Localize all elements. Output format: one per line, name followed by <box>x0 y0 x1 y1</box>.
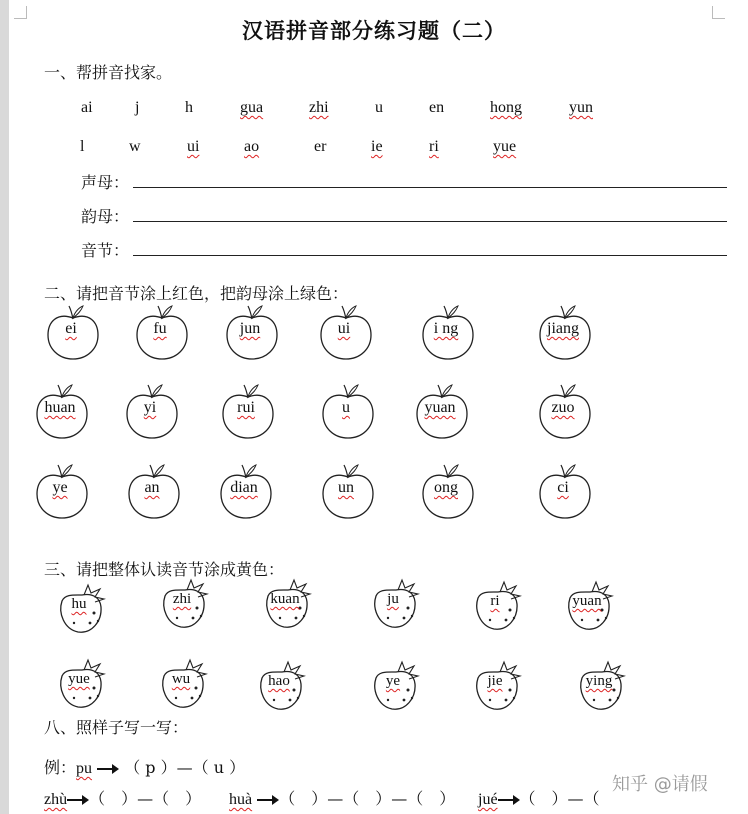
apple-label: ci <box>557 479 569 496</box>
section-1-heading: 一、帮拼音找家。 <box>44 63 173 82</box>
exercise-blanks[interactable]: （ ）—（ ） <box>89 789 202 808</box>
strawberry-label: ri <box>490 593 500 609</box>
apple-item[interactable] <box>420 463 472 515</box>
exercise-item[interactable] <box>44 786 201 809</box>
apple-label: an <box>144 479 160 496</box>
apple-label: ong <box>434 479 458 496</box>
apple-label: jiang <box>547 320 579 337</box>
example-word: pu <box>76 760 93 777</box>
page-margin-bar <box>0 0 9 814</box>
apple-label: fu <box>153 320 167 337</box>
section-2-heading: 二、请把音节涂上红色，把韵母涂上绿色： <box>44 284 349 303</box>
pinyin-item: l <box>80 138 85 155</box>
apple-label: ei <box>65 320 77 337</box>
pinyin-item: h <box>185 99 193 116</box>
strawberry-item[interactable] <box>157 578 207 628</box>
arrow-icon <box>498 795 520 805</box>
strawberry-label: ye <box>385 673 401 689</box>
apple-item[interactable] <box>220 383 272 435</box>
apple-label: dian <box>230 479 258 496</box>
answer-line-syllables[interactable] <box>133 255 727 256</box>
strawberry-label: zhi <box>172 591 192 607</box>
apple-item[interactable] <box>537 383 589 435</box>
pinyin-item: zhi <box>309 99 329 116</box>
apple-item[interactable] <box>134 304 186 356</box>
strawberry-label: hao <box>268 673 290 689</box>
arrow-icon <box>257 795 279 805</box>
pinyin-item: er <box>314 138 327 155</box>
example-answer: （ p ）—（ u ） <box>124 758 246 777</box>
strawberry-item[interactable] <box>368 660 418 710</box>
apple-label: rui <box>237 399 255 416</box>
apple-item[interactable] <box>224 304 276 356</box>
strawberry-item[interactable] <box>54 658 104 708</box>
strawberry-item[interactable] <box>54 583 104 633</box>
apple-item[interactable] <box>320 383 372 435</box>
apple-label: i ng <box>433 320 459 337</box>
exercise-blanks[interactable]: （ ）—（ ）—（ ） <box>279 789 456 808</box>
strawberry-item[interactable] <box>254 660 304 710</box>
exercise-word: huà <box>229 791 253 808</box>
pinyin-item: ai <box>81 99 93 116</box>
apple-label: yuan <box>424 399 456 416</box>
apple-item[interactable] <box>318 304 370 356</box>
strawberry-item[interactable] <box>470 660 520 710</box>
apple-label: yi <box>143 399 157 416</box>
apple-item[interactable] <box>126 463 178 515</box>
apple-label: zuo <box>551 399 575 416</box>
strawberry-label: wu <box>171 671 191 687</box>
strawberry-label: kuan <box>270 591 300 607</box>
exercise-blanks[interactable]: （ ）—（ <box>519 789 616 808</box>
apple-item[interactable] <box>124 383 176 435</box>
section-3-heading: 三、请把整体认读音节涂成黄色： <box>44 560 285 579</box>
apple-item[interactable] <box>320 463 372 515</box>
apple-label: un <box>338 479 354 496</box>
exercise-item[interactable] <box>229 786 455 809</box>
apple-item[interactable] <box>34 463 86 515</box>
pinyin-item: j <box>135 99 140 116</box>
strawberry-label: ju <box>387 591 399 607</box>
watermark: 知乎 @请假 <box>612 774 708 795</box>
strawberry-label: hu <box>71 596 87 612</box>
exercise-item[interactable] <box>478 786 616 809</box>
pinyin-item: ie <box>371 138 383 155</box>
pinyin-item: hong <box>490 99 522 116</box>
pinyin-item: yue <box>493 138 517 155</box>
answer-label-finals: 韵母： <box>81 207 130 226</box>
pinyin-item: gua <box>240 99 264 116</box>
strawberry-item[interactable] <box>368 578 418 628</box>
answer-line-finals[interactable] <box>133 221 727 222</box>
strawberry-item[interactable] <box>156 658 206 708</box>
example-label: 例： <box>44 758 77 777</box>
pinyin-item: ui <box>187 138 200 155</box>
arrow-icon <box>97 764 119 774</box>
pinyin-item: en <box>429 99 445 116</box>
apple-item[interactable] <box>34 383 86 435</box>
apple-item[interactable] <box>414 383 466 435</box>
exercise-word: zhù <box>44 791 68 808</box>
page-title: 汉语拼音部分练习题（二） <box>242 18 506 43</box>
strawberry-item[interactable] <box>562 580 612 630</box>
apple-item[interactable] <box>420 304 472 356</box>
apple-label: ui <box>337 320 351 337</box>
apple-item[interactable] <box>218 463 270 515</box>
apple-label: jun <box>239 320 261 337</box>
answer-line-initials[interactable] <box>133 187 727 188</box>
arrow-icon <box>67 795 89 805</box>
pinyin-item: w <box>129 138 141 155</box>
pinyin-item: yun <box>569 99 593 116</box>
strawberry-label: yue <box>68 671 90 687</box>
strawberry-label: yuan <box>572 593 602 609</box>
strawberry-item[interactable] <box>470 580 520 630</box>
apple-item[interactable] <box>45 304 97 356</box>
apple-item[interactable] <box>537 463 589 515</box>
pinyin-item: ri <box>429 138 439 155</box>
answer-label-syllables: 音节： <box>81 241 130 260</box>
answer-label-initials: 声母： <box>81 173 130 192</box>
pinyin-item: u <box>375 99 383 116</box>
apple-label: huan <box>44 399 76 416</box>
apple-label: u <box>342 399 350 416</box>
exercise-word: jué <box>478 791 498 808</box>
apple-label: ye <box>52 479 68 496</box>
section-8-heading: 八、照样子写一写： <box>44 718 189 737</box>
strawberry-label: ying <box>585 673 613 689</box>
pinyin-item: ao <box>244 138 260 155</box>
apple-item[interactable] <box>537 304 589 356</box>
example-row <box>44 755 245 778</box>
strawberry-item[interactable] <box>260 578 310 628</box>
strawberry-item[interactable] <box>574 660 624 710</box>
strawberry-label: jie <box>487 673 503 689</box>
